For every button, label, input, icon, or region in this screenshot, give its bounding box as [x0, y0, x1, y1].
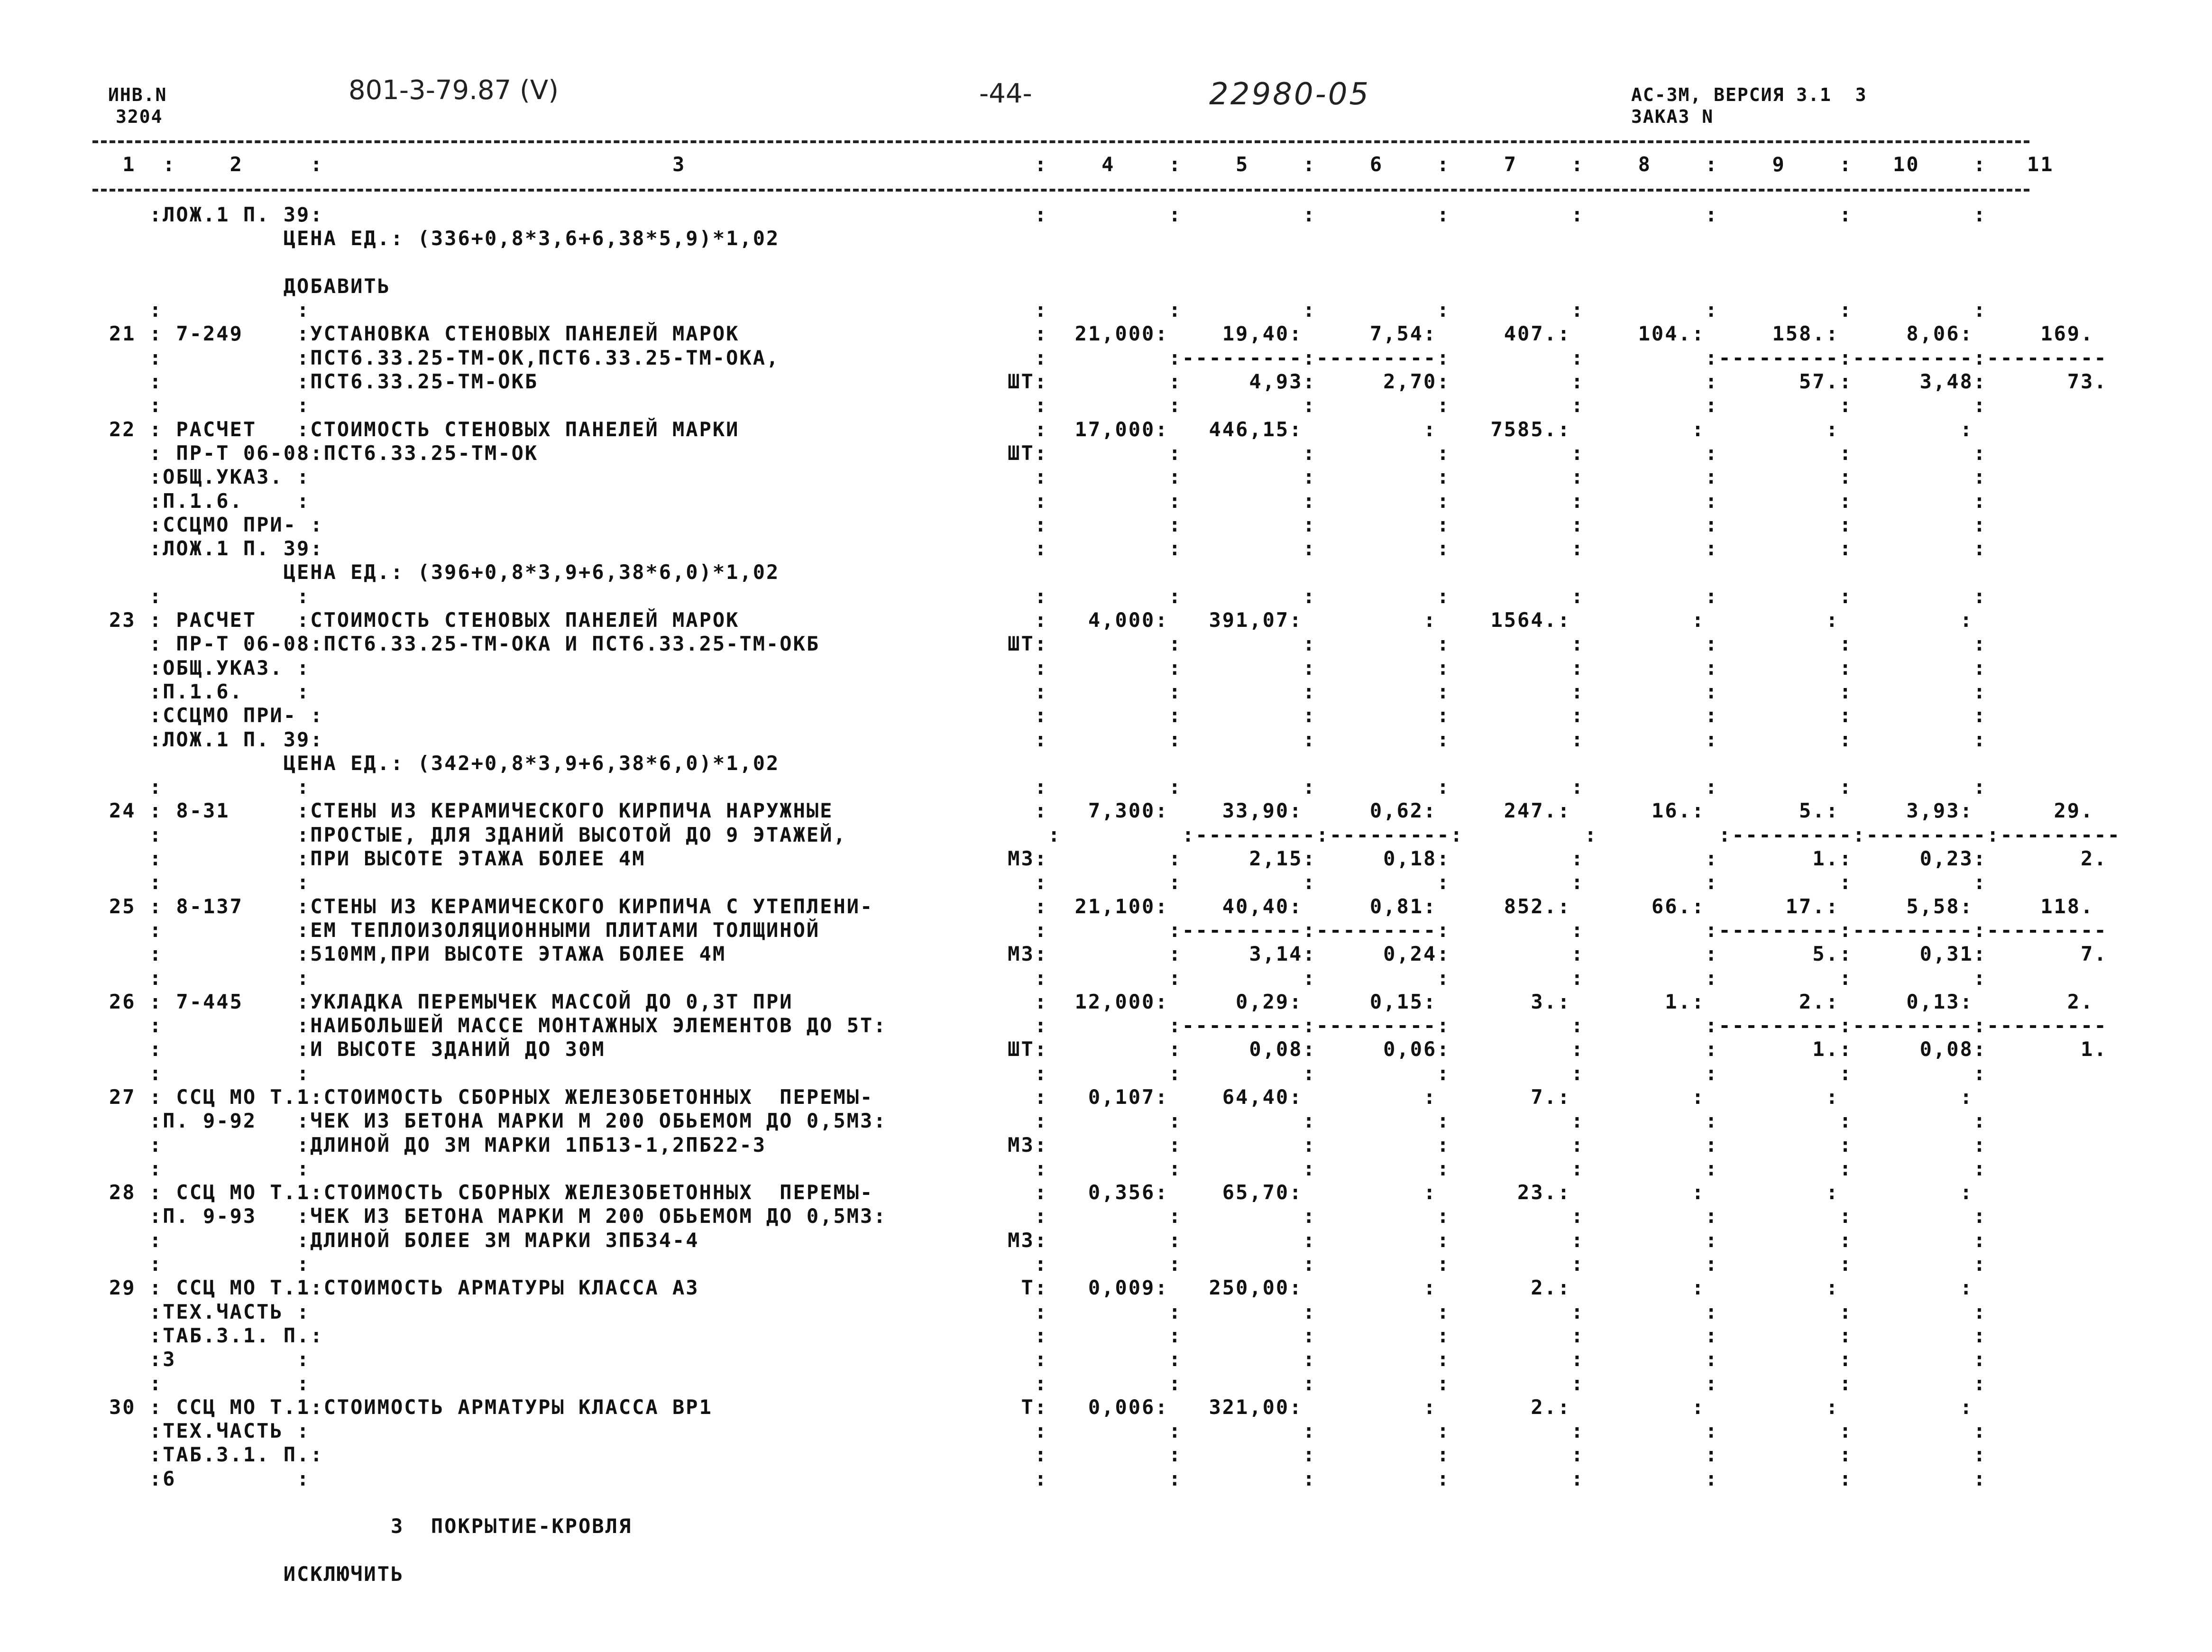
printout-line: :6 : : : : : : : : :: [109, 1467, 1987, 1490]
printout-line: :ЛОЖ.1 П. 39: : : : : : : : :: [109, 727, 1987, 751]
printout-line: 28 : ССЦ МО Т.1:СТОИМОСТЬ СБОРНЫХ ЖЕЛЕЗОБЕТОННЫХ ПЕРЕМЫ- : 0,356: 65,70: : 23.: : : :: [109, 1181, 1973, 1204]
printout-line: :ССЦМО ПРИ- : : : : : : : : :: [109, 513, 1987, 536]
order-label: ЗАКАЗ N: [1631, 106, 1714, 127]
document-number: 22980-05: [1209, 77, 1371, 112]
estimate-table-body: [109, 203, 2121, 1586]
printout-line: : :ЕМ ТЕПЛОИЗОЛЯЦИОННЫМИ ПЛИТАМИ ТОЛЩИНОЙ : :---------:---------: : :---------:---------:---------: [109, 918, 2108, 942]
printout-line: 22 : РАСЧЕТ :СТОИМОСТЬ СТЕНОВЫХ ПАНЕЛЕЙ МАРКИ : 17,000: 446,15: : 7585.: : : :: [109, 417, 1973, 441]
system-version: АС-3М, ВЕРСИЯ 3.1 3: [1631, 84, 1867, 105]
header-rule-top: [92, 140, 2029, 143]
printout-line: : : : : : : : : : :: [109, 966, 1987, 990]
printout-line: : : : : : : : : : :: [109, 1061, 1987, 1085]
column-header-row: 1 : 2 : 3 : 4 : 5 : 6 : 7 : 8 : 9 : 10 : 11: [109, 153, 2054, 176]
printout-line: : : : : : : : : : :: [109, 871, 1987, 894]
printout-line: : :ПСТ6.33.25-ТМ-ОК,ПСТ6.33.25-ТМ-ОКА, : :---------:---------: : :---------:---------:---------: [109, 346, 2108, 369]
printout-line: : : : : : : : : : :: [109, 1371, 1987, 1395]
printout-line: 3 ПОКРЫТИЕ-КРОВЛЯ: [109, 1514, 633, 1538]
printout-line: : :510ММ,ПРИ ВЫСОТЕ ЭТАЖА БОЛЕЕ 4М М3: : 3,14: 0,24: : : 5.: 0,31: 7.: [109, 942, 2108, 966]
printout-line: :П. 9-93 :ЧЕК ИЗ БЕТОНА МАРКИ М 200 ОБЬЕМОМ ДО 0,5М3: : : : : : : : :: [109, 1204, 1987, 1228]
printout-line: ИСКЛЮЧИТЬ: [109, 1562, 404, 1586]
inventory-label: ИНВ.N: [108, 84, 167, 105]
printout-line: :П.1.6. : : : : : : : : :: [109, 679, 1987, 703]
printout-line: ДОБАВИТЬ: [109, 274, 391, 298]
printout-line: : ПР-Т 06-08:ПСТ6.33.25-ТМ-ОК ШТ: : : : : : : :: [109, 441, 1987, 465]
printout-line: :ТАБ.3.1. П.: : : : : : : : :: [109, 1443, 1987, 1467]
printout-line: : :ПСТ6.33.25-ТМ-ОКБ ШТ: : 4,93: 2,70: : : 57.: 3,48: 73.: [109, 370, 2108, 394]
printout-line: 30 : ССЦ МО Т.1:СТОИМОСТЬ АРМАТУРЫ КЛАССА ВР1 Т: 0,006: 321,00: : 2.: : : :: [109, 1395, 1973, 1419]
printout-line: : : : : : : : : : :: [109, 1252, 1987, 1276]
printout-line: 29 : ССЦ МО Т.1:СТОИМОСТЬ АРМАТУРЫ КЛАССА А3 Т: 0,009: 250,00: : 2.: : : :: [109, 1276, 1973, 1300]
printout-line: :ТЕХ.ЧАСТЬ : : : : : : : : :: [109, 1300, 1987, 1323]
printout-line: ЦЕНА ЕД.: (396+0,8*3,9+6,38*6,0)*1,02: [109, 560, 780, 584]
printout-line: : : : : : : : : : :: [109, 1156, 1987, 1180]
printout-line: : ПР-Т 06-08:ПСТ6.33.25-ТМ-ОКА И ПСТ6.33.25-ТМ-ОКБ ШТ: : : : : : : :: [109, 632, 1987, 656]
printout-line: :ССЦМО ПРИ- : : : : : : : : :: [109, 704, 1987, 727]
printout-line: : :НАИБОЛЬШЕЙ МАССЕ МОНТАЖНЫХ ЭЛЕМЕНТОВ ДО 5Т: : :---------:---------: : :---------:---------:---------: [109, 1014, 2108, 1037]
printout-line: : : : : : : : : : :: [109, 775, 1987, 799]
printout-line: :П.1.6. : : : : : : : : :: [109, 489, 1987, 513]
printout-line: 23 : РАСЧЕТ :СТОИМОСТЬ СТЕНОВЫХ ПАНЕЛЕЙ МАРОК : 4,000: 391,07: : 1564.: : : :: [109, 608, 1973, 632]
printout-line: :ОБЩ.УКАЗ. : : : : : : : : :: [109, 656, 1987, 679]
printout-line: :3 : : : : : : : : :: [109, 1348, 1987, 1371]
printout-line: [109, 1491, 2121, 1514]
printout-line: 21 : 7-249 :УСТАНОВКА СТЕНОВЫХ ПАНЕЛЕЙ МАРОК : 21,000: 19,40: 7,54: 407.: 104.: 158.: 8,06: 169.: [109, 322, 2094, 346]
printout-line: : :И ВЫСОТЕ ЗДАНИЙ ДО 30М ШТ: : 0,08: 0,06: : : 1.: 0,08: 1.: [109, 1037, 2108, 1061]
printout-line: [109, 251, 2121, 275]
printout-line: :П. 9-92 :ЧЕК ИЗ БЕТОНА МАРКИ М 200 ОБЬЕМОМ ДО 0,5М3: : : : : : : : :: [109, 1109, 1987, 1133]
printout-line: :ОБЩ.УКАЗ. : : : : : : : : :: [109, 465, 1987, 489]
printout-line: :ЛОЖ.1 П. 39: : : : : : : : :: [109, 203, 1987, 226]
printout-line: : : : : : : : : : :: [109, 584, 1987, 608]
printout-line: : : : : : : : : : :: [109, 298, 1987, 322]
printout-line: ЦЕНА ЕД.: (342+0,8*3,9+6,38*6,0)*1,02: [109, 751, 780, 775]
printout-line: : : : : : : : : : :: [109, 394, 1987, 417]
printout-line: 27 : ССЦ МО Т.1:СТОИМОСТЬ СБОРНЫХ ЖЕЛЕЗОБЕТОННЫХ ПЕРЕМЫ- : 0,107: 64,40: : 7.: : : :: [109, 1085, 1973, 1109]
printout-line: : :ДЛИНОЙ БОЛЕЕ 3М МАРКИ 3ПБ34-4 М3: : : : : : : :: [109, 1228, 1987, 1252]
project-code: 801-3-79.87 (V): [349, 75, 559, 106]
printout-line: 26 : 7-445 :УКЛАДКА ПЕРЕМЫЧЕК МАССОЙ ДО 0,3Т ПРИ : 12,000: 0,29: 0,15: 3.: 1.: 2.: 0,13: 2.: [109, 990, 2094, 1013]
printout-line: 25 : 8-137 :СТЕНЫ ИЗ КЕРАМИЧЕСКОГО КИРПИЧА С УТЕПЛЕНИ- : 21,100: 40,40: 0,81: 852.: 66.: 17.: 5,58: 118.: [109, 894, 2094, 918]
printout-line: : :ПРОСТЫЕ, ДЛЯ ЗДАНИЙ ВЫСОТОЙ ДО 9 ЭТАЖЕЙ, : :---------:---------: : :---------:---------:---------: [109, 823, 2121, 846]
inventory-number: 3204: [116, 106, 163, 127]
page-number: -44-: [979, 78, 1032, 109]
printout-line: [109, 1539, 2121, 1562]
printout-line: ЦЕНА ЕД.: (336+0,8*3,6+6,38*5,9)*1,02: [109, 227, 780, 250]
header-rule-bottom: [92, 189, 2029, 192]
printout-line: : :ПРИ ВЫСОТЕ ЭТАЖА БОЛЕЕ 4М М3: : 2,15: 0,18: : : 1.: 0,23: 2.: [109, 847, 2108, 871]
printout-line: :ТАБ.3.1. П.: : : : : : : : :: [109, 1323, 1987, 1347]
printout-line: 24 : 8-31 :СТЕНЫ ИЗ КЕРАМИЧЕСКОГО КИРПИЧА НАРУЖНЫЕ : 7,300: 33,90: 0,62: 247.: 16.: 5.: 3,93: 29.: [109, 799, 2094, 823]
printout-line: :ЛОЖ.1 П. 39: : : : : : : : :: [109, 537, 1987, 560]
printout-line: : :ДЛИНОЙ ДО 3М МАРКИ 1ПБ13-1,2ПБ22-3 М3: : : : : : : :: [109, 1133, 1987, 1156]
printout-line: :ТЕХ.ЧАСТЬ : : : : : : : : :: [109, 1419, 1987, 1443]
